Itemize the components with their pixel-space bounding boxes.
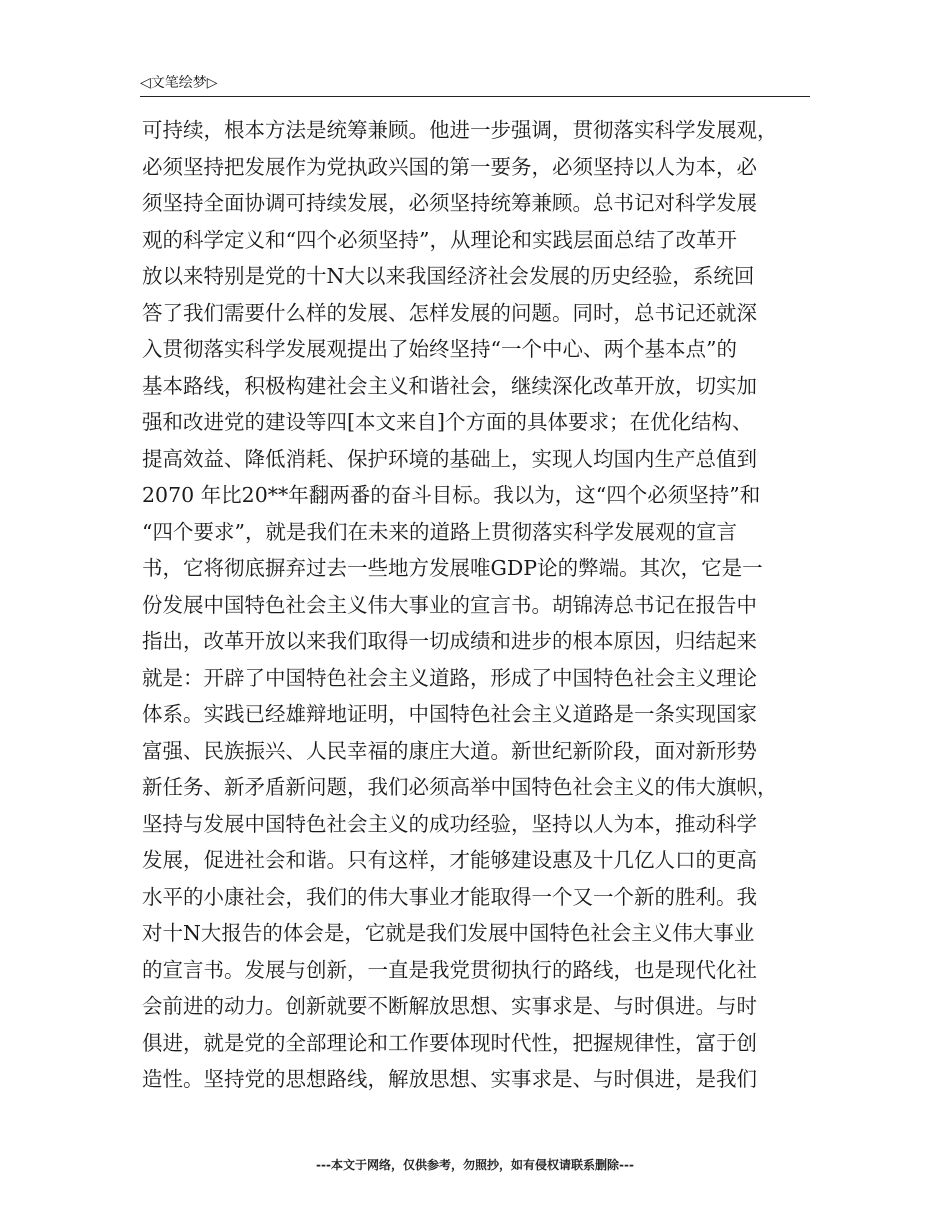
text-line: 书，它将彻底摒弃过去一些地方发展唯GDP论的弊端。其次，它是一: [142, 556, 763, 580]
text-line: 份发展中国特色社会主义伟大事业的宣言书。胡锦涛总书记在报告中: [142, 592, 757, 617]
text-line: 坚持与发展中国特色社会主义的成功经验，坚持以人为本，推动科学: [142, 811, 757, 836]
text-line: 必须坚持把发展作为党执政兴国的第一要务，必须坚持以人为本，必: [142, 154, 757, 179]
text-line: 会前进的动力。创新就要不断解放思想、实事求是、与时俱进。与时: [142, 994, 757, 1018]
document-body: [142, 112, 808, 1098]
text-line: 答了我们需要什么样的发展、怎样发展的问题。同时，总书记还就深: [142, 300, 757, 325]
text-line: 对十N大报告的体会是，它就是我们发展中国特色社会主义伟大事业: [142, 921, 755, 945]
text-line: 就是：开辟了中国特色社会主义道路，形成了中国特色社会主义理论: [142, 665, 757, 690]
text-line: 发展，促进社会和谐。只有这样，才能够建设惠及十几亿人口的更高: [142, 848, 757, 872]
text-line: 入贯彻落实科学发展观提出了始终坚持“一个中心、两个基本点”的: [142, 337, 737, 361]
text-line: 2070 年比20**年翻两番的奋斗目标。我以为，这“四个必须坚持”和: [142, 483, 761, 507]
text-line: “四个要求”，就是我们在未来的道路上贯彻落实科学发展观的宣言: [142, 519, 737, 544]
text-line: 强和改进党的建设等四[本文来自]个方面的具体要求；在优化结构、: [142, 410, 753, 434]
text-line: 基本路线，积极构建社会主义和谐社会，继续深化改革开放，切实加: [142, 373, 757, 398]
text-line: 须坚持全面协调可持续发展，必须坚持统筹兼顾。总书记对科学发展: [142, 191, 757, 215]
text-line: 造性。坚持党的思想路线，解放思想、实事求是、与时俱进，是我们: [142, 1067, 757, 1091]
text-line: 提高效益、降低消耗、保护环境的基础上，实现人均国内生产总值到: [142, 446, 757, 471]
text-line: 新任务、新矛盾新问题，我们必须高举中国特色社会主义的伟大旗帜，: [142, 775, 778, 799]
text-line: 俱进，就是党的全部理论和工作要体现时代性，把握规律性，富于创: [142, 1030, 757, 1055]
text-line: 指出，改革开放以来我们取得一切成绩和进步的根本原因，归结起来: [142, 629, 757, 653]
text-line: 富强、民族振兴、人民幸福的康庄大道。新世纪新阶段，面对新形势: [142, 738, 757, 763]
text-line: 体系。实践已经雄辩地证明，中国特色社会主义道路是一条实现国家: [142, 702, 757, 726]
text-line: 放以来特别是党的十N大以来我国经济社会发展的历史经验，系统回: [142, 264, 755, 288]
text-line: 可持续，根本方法是统筹兼顾。他进一步强调，贯彻落实科学发展观，: [142, 118, 778, 142]
text-line: 观的科学定义和“四个必须坚持”，从理论和实践层面总结了改革开: [142, 227, 737, 252]
header-brand: ◁文笔绘梦▷: [140, 75, 218, 91]
footer-notice: ---本文于网络，仅供参考，勿照抄，如有侵权请联系删除---: [316, 1158, 634, 1172]
text-line: 水平的小康社会，我们的伟大事业才能取得一个又一个新的胜利。我: [142, 884, 757, 909]
text-line: 的宣言书。发展与创新，一直是我党贯彻执行的路线，也是现代化社: [142, 957, 757, 982]
page-header: [140, 72, 810, 97]
